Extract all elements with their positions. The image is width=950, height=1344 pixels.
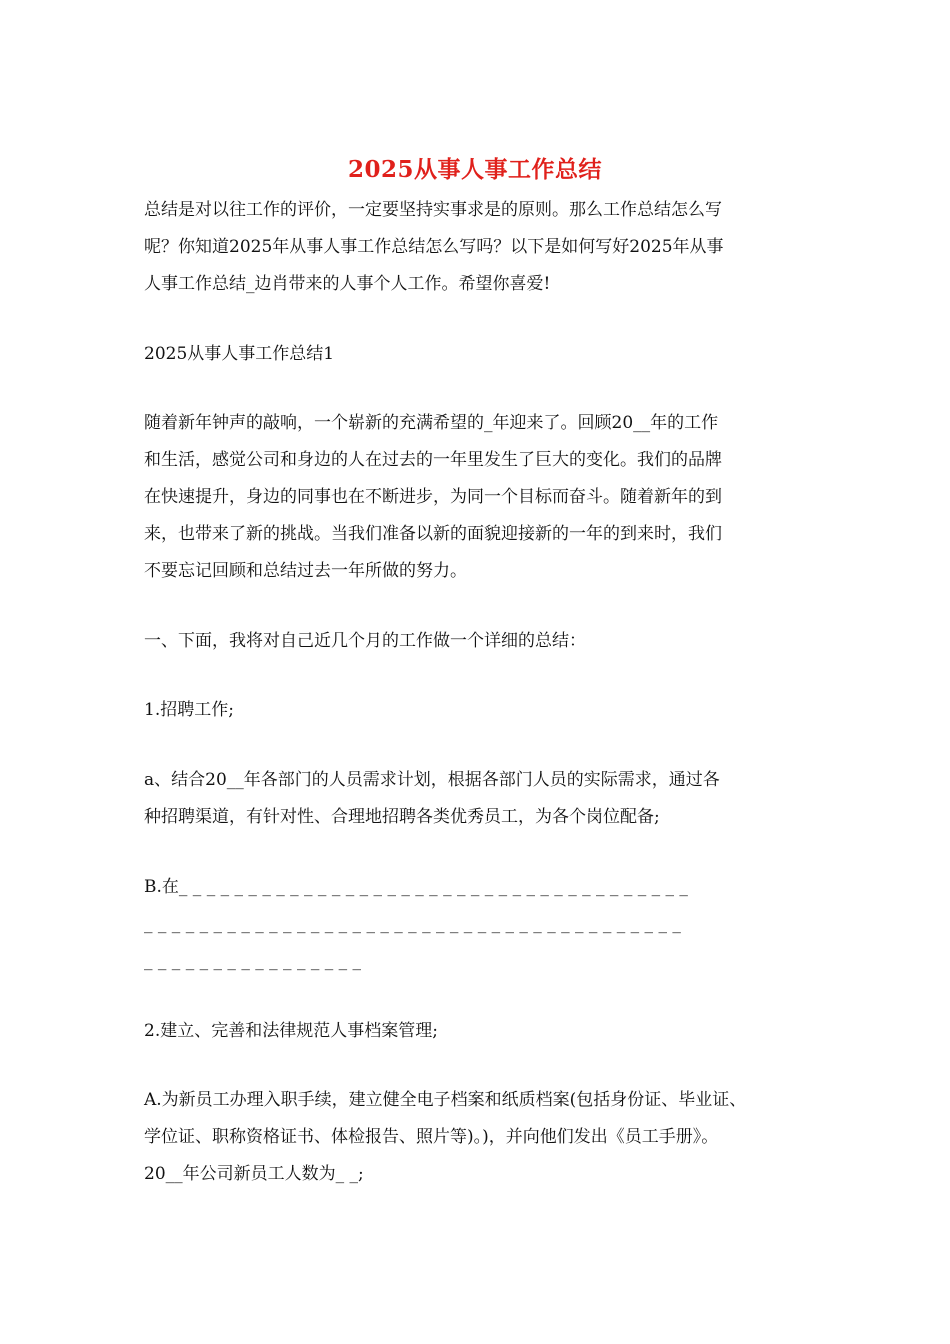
list-heading: 1.招聘工作; bbox=[144, 700, 234, 720]
paragraph-line: B.在_ _ _ _ _ _ _ _ _ _ _ _ _ _ _ _ _ _ _ _ _ _ _ _ _ _ _ _ _ _ _ _ _ _ _ _ _ bbox=[144, 877, 688, 897]
paragraph-line: 在快速提升，身边的同事也在不断进步，为同一个目标而奋斗。随着新年的到 bbox=[144, 487, 722, 507]
paragraph-line: _ _ _ _ _ _ _ _ _ _ _ _ _ _ _ _ _ _ _ _ _ _ _ _ _ _ _ _ _ _ _ _ _ _ _ _ _ _ _ bbox=[144, 914, 681, 934]
paragraph-line: 总结是对以往工作的评价，一定要坚持实事求是的原则。那么工作总结怎么写 bbox=[144, 200, 722, 220]
paragraph-line: 不要忘记回顾和总结过去一年所做的努力。 bbox=[144, 561, 467, 581]
list-heading: 2.建立、完善和法律规范人事档案管理; bbox=[144, 1021, 438, 1041]
paragraph-line: 20__年公司新员工人数为_ _; bbox=[144, 1164, 364, 1184]
paragraph-line: 呢？你知道2025年从事人事工作总结怎么写吗？以下是如何写好2025年从事 bbox=[144, 237, 724, 257]
paragraph-line: A.为新员工办理入职手续，建立健全电子档案和纸质档案(包括身份证、毕业证、 bbox=[144, 1090, 747, 1110]
paragraph-line: 学位证、职称资格证书、体检报告、照片等)。)，并向他们发出《员工手册》。 bbox=[144, 1127, 719, 1147]
paragraph-line: _ _ _ _ _ _ _ _ _ _ _ _ _ _ _ _ bbox=[144, 951, 362, 971]
paragraph-line: 人事工作总结_边肖带来的人事个人工作。希望你喜爱! bbox=[144, 274, 551, 294]
section-heading: 2025从事人事工作总结1 bbox=[144, 344, 335, 364]
paragraph-line: 来，也带来了新的挑战。当我们准备以新的面貌迎接新的一年的到来时，我们 bbox=[144, 524, 722, 544]
paragraph-line: 随着新年钟声的敲响，一个崭新的充满希望的_年迎来了。回顾20__年的工作 bbox=[144, 413, 719, 433]
paragraph-line: 种招聘渠道，有针对性、合理地招聘各类优秀员工，为各个岗位配备; bbox=[144, 807, 660, 827]
paragraph-line: a、结合20__年各部门的人员需求计划，根据各部门人员的实际需求，通过各 bbox=[144, 770, 720, 790]
paragraph-line: 一、下面，我将对自己近几个月的工作做一个详细的总结： bbox=[144, 631, 586, 651]
document-title: 2025从事人事工作总结 bbox=[347, 156, 602, 183]
paragraph-line: 和生活，感觉公司和身边的人在过去的一年里发生了巨大的变化。我们的品牌 bbox=[144, 450, 722, 470]
